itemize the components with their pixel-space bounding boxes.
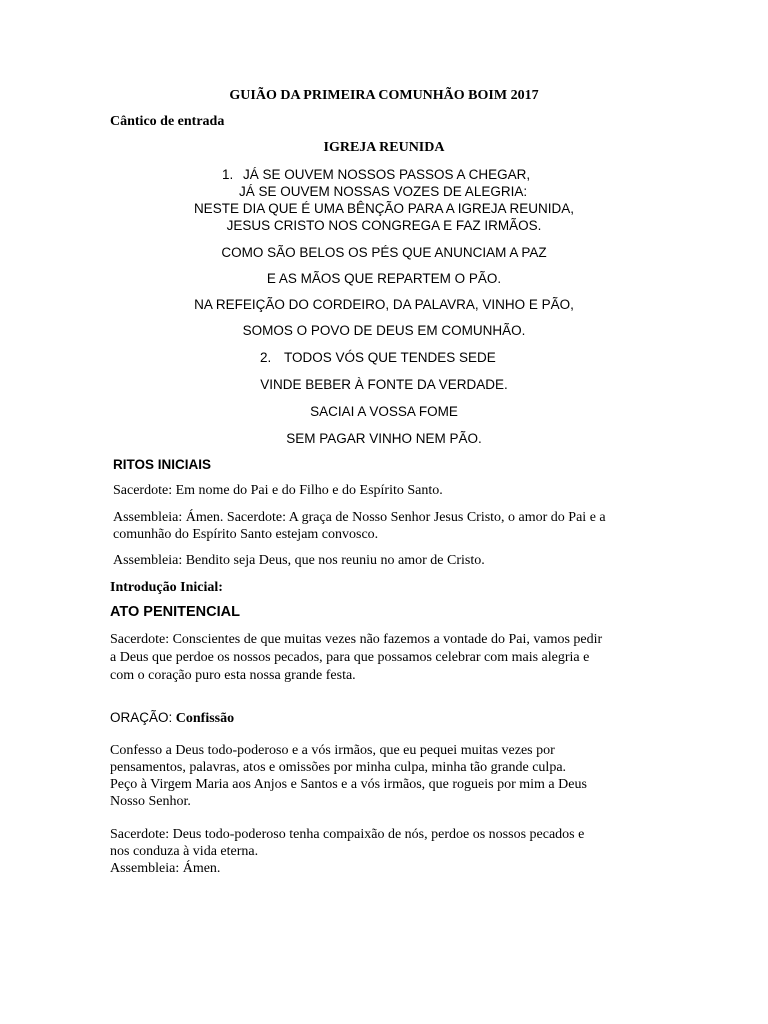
intro-heading: Introdução Inicial: (110, 580, 223, 595)
chorus-line: E AS MÃOS QUE REPARTEM O PÃO. (266, 271, 502, 286)
verse-2-line: VINDE BEBER À FONTE DA VERDADE. (260, 377, 508, 392)
ritos-heading: RITOS INICIAIS (113, 457, 212, 472)
verse-1-line: JESUS CRISTO NOS CONGREGA E FAZ IRMÃOS. (226, 218, 542, 233)
oracao-heading (110, 709, 234, 727)
confissao-line: Confesso a Deus todo-poderoso e a vós irmãos, que eu pequei muitas vezes por (110, 743, 555, 758)
verse-2-number: 2. (260, 350, 272, 365)
chorus-line: NA REFEIÇÃO DO CORDEIRO, DA PALAVRA, VINHO E PÃO, (194, 297, 574, 312)
final-line: nos conduza à vida eterna. (110, 844, 259, 859)
final-line: Assembleia: Ámen. (110, 861, 221, 876)
ritos-line: Sacerdote: Em nome do Pai e do Filho e do Espírito Santo. (113, 483, 443, 498)
confissao-line: Peço à Virgem Maria aos Anjos e Santos e a vós irmãos, que rogueis por mim a Deus (110, 777, 587, 792)
ato-line: Sacerdote: Conscientes de que muitas vezes não fazemos a vontade do Pai, vamos pedir (110, 632, 603, 647)
final-line: Sacerdote: Deus todo-poderoso tenha compaixão de nós, perdoe os nossos pecados e (110, 827, 585, 842)
ato-line: a Deus que perdoe os nossos pecados, para que possamos celebrar com mais alegria e (110, 650, 590, 665)
entrance-song-heading: Cântico de entrada (110, 114, 225, 129)
confissao-line: pensamentos, palavras, atos e omissões por minha culpa, minha tão grande culpa. (110, 760, 567, 775)
ritos-line: Assembleia: Ámen. Sacerdote: A graça de Nosso Senhor Jesus Cristo, o amor do Pai e a (113, 510, 606, 525)
verse-1-number: 1. (222, 167, 234, 182)
verse-2-line: TODOS VÓS QUE TENDES SEDE (284, 350, 496, 365)
chorus-line: COMO SÃO BELOS OS PÉS QUE ANUNCIAM A PAZ (221, 245, 547, 260)
verse-2-line: SEM PAGAR VINHO NEM PÃO. (286, 431, 482, 446)
verse-2-line: SACIAI A VOSSA FOME (310, 404, 458, 419)
ato-line: com o coração puro esta nossa grande festa. (110, 668, 356, 683)
verse-1-line: JÁ SE OUVEM NOSSAS VOZES DE ALEGRIA: (239, 184, 528, 199)
chorus-line: SOMOS O POVO DE DEUS EM COMUNHÃO. (242, 323, 526, 338)
ritos-line: comunhão do Espírito Santo estejam convosco. (113, 527, 379, 542)
oracao-label: ORAÇÃO: (110, 710, 173, 725)
document-title: GUIÃO DA PRIMEIRA COMUNHÃO BOIM 2017 (229, 88, 539, 103)
song-title: IGREJA REUNIDA (323, 140, 445, 155)
oracao-title: Confissão (175, 711, 235, 726)
verse-1-line: NESTE DIA QUE É UMA BÊNÇÃO PARA A IGREJA REUNIDA, (193, 201, 575, 216)
verse-1-line: JÁ SE OUVEM NOSSOS PASSOS A CHEGAR, (243, 167, 531, 182)
confissao-line: Nosso Senhor. (110, 794, 191, 809)
ato-penitencial-heading: ATO PENITENCIAL (110, 604, 240, 620)
ritos-line: Assembleia: Bendito seja Deus, que nos reuniu no amor de Cristo. (113, 553, 485, 568)
